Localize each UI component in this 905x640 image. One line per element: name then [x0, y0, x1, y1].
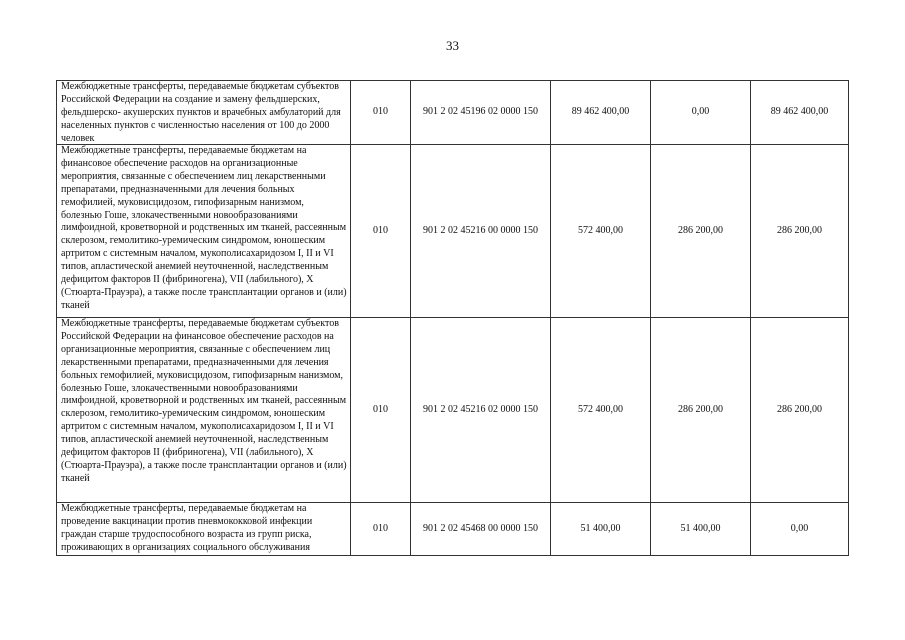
row-unexecuted-amount: 89 462 400,00	[751, 81, 849, 145]
row-line-code: 010	[351, 145, 411, 318]
page-number: 33	[446, 38, 459, 53]
row-budget-classification-code: 901 2 02 45196 02 0000 150	[411, 81, 551, 145]
row-executed-amount: 286 200,00	[651, 318, 751, 503]
table-row	[57, 318, 849, 503]
row-budget-classification-code: 901 2 02 45468 00 0000 150	[411, 503, 551, 556]
row-approved-amount: 572 400,00	[551, 318, 651, 503]
row-executed-amount: 286 200,00	[651, 145, 751, 318]
row-approved-amount: 89 462 400,00	[551, 81, 651, 145]
row-line-code: 010	[351, 81, 411, 145]
row-executed-amount: 0,00	[651, 81, 751, 145]
budget-transfers-table	[56, 80, 849, 556]
row-unexecuted-amount: 0,00	[751, 503, 849, 556]
row-budget-classification-code: 901 2 02 45216 02 0000 150	[411, 318, 551, 503]
row-description: Межбюджетные трансферты, передаваемые бюджетам на проведение вакцинации против пневмококковой инфекции граждан старше трудоспособного возраста из групп риска, проживающих в организациях социального обслуживания	[57, 503, 351, 556]
row-budget-classification-code: 901 2 02 45216 00 0000 150	[411, 145, 551, 318]
row-approved-amount: 51 400,00	[551, 503, 651, 556]
row-unexecuted-amount: 286 200,00	[751, 318, 849, 503]
row-unexecuted-amount: 286 200,00	[751, 145, 849, 318]
row-line-code: 010	[351, 503, 411, 556]
table-row	[57, 503, 849, 556]
row-approved-amount: 572 400,00	[551, 145, 651, 318]
row-description: Межбюджетные трансферты, передаваемые бюджетам субъектов Российской Федерации на создание и замену фельдшерских, фельдшерско- акушерских пунктов и врачебных амбулаторий для населенных пунктов с численностью населения от 100 до 2000 человек	[57, 81, 351, 145]
row-description: Межбюджетные трансферты, передаваемые бюджетам субъектов Российской Федерации на финансовое обеспечение расходов на организационные мероприятия, связанные с обеспечением лиц лекарственными препаратами, предназначенными для лечения больных гемофилией, муковисцидозом, гипофизарным нанизмом, болезнью Гоше, злокачественными новообразованиями лимфоидной, кроветворной и родственных им тканей, рассеянным склерозом, гемолитико-уремическим синдромом, юношеским артритом с системным началом, мукополисахаридозом I, II и VI типов, апластической анемией неуточненной, наследственным дефицитом факторов II (фибриногена), VII (лабильного), X (Стюарта-Прауэра), а также после трансплантации органов и (или) тканей	[57, 318, 351, 503]
table-row	[57, 145, 849, 318]
row-description: Межбюджетные трансферты, передаваемые бюджетам на финансовое обеспечение расходов на организационные мероприятия, связанные с обеспечением лиц лекарственными препаратами, предназначенными для лечения больных гемофилией, муковисцидозом, гипофизарным нанизмом, болезнью Гоше, злокачественными новообразованиями лимфоидной, кроветворной и родственных им тканей, рассеянным склерозом, гемолитико-уремическим синдромом, юношеским артритом с системным началом, мукополисахаридозом I, II и VI типов, апластической анемией неуточненной, наследственным дефицитом факторов II (фибриногена), VII (лабильного), X (Стюарта-Прауэра), а также после трансплантации органов и (или) тканей	[57, 145, 351, 318]
table-row	[57, 81, 849, 145]
row-line-code: 010	[351, 318, 411, 503]
row-executed-amount: 51 400,00	[651, 503, 751, 556]
